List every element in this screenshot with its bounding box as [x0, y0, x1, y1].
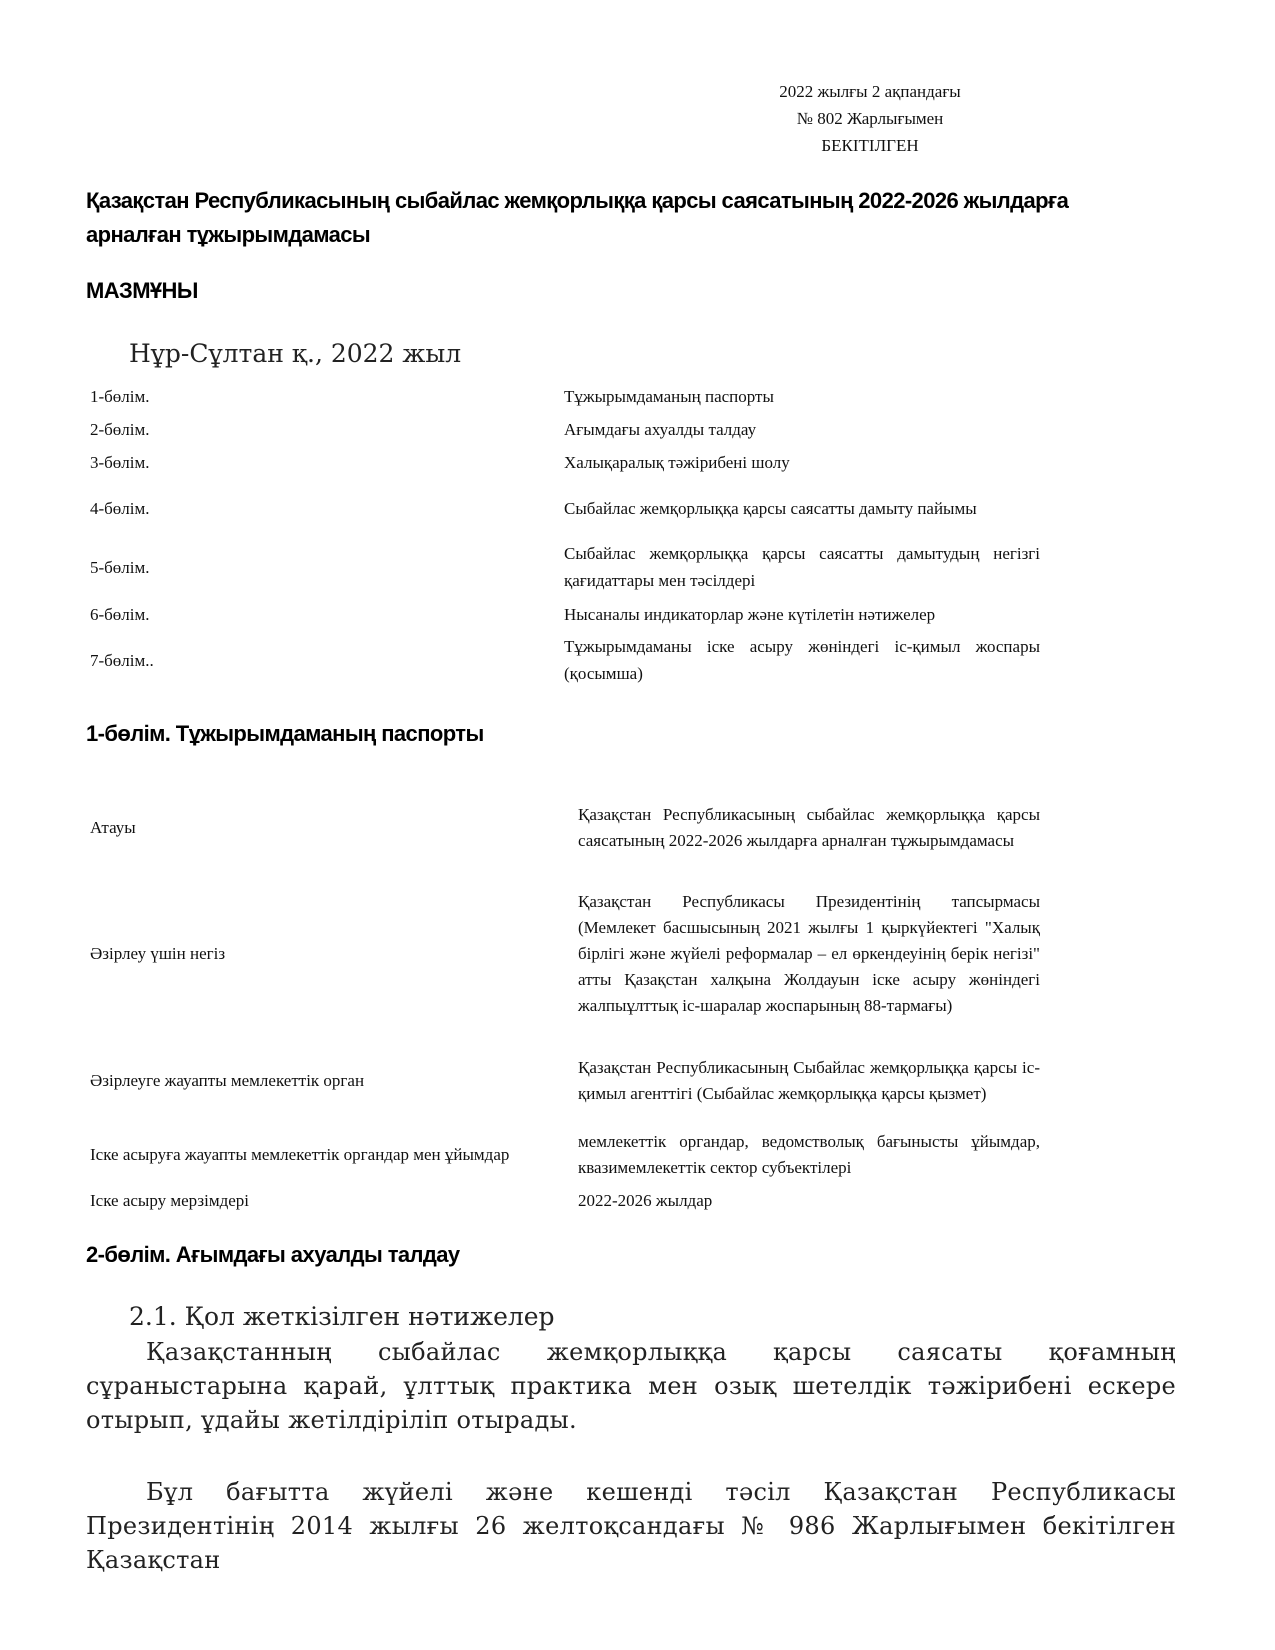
section-1-heading: 1-бөлім. Тұжырымдаманың паспорты	[86, 721, 484, 746]
passport-value: мемлекеттік органдар, ведомстволық бағынысты ұйымдар, квазимемлекеттік сектор субъектілері	[578, 1132, 1040, 1177]
passport-value: Қазақстан Республикасының Сыбайлас жемқорлыққа қарсы іс-қимыл агенттігі (Сыбайлас жемқорлыққа қарсы қызмет)	[578, 1058, 1040, 1103]
passport-label: Іске асыруға жауапты мемлекеттік органдар мен ұйымдар	[90, 1145, 510, 1164]
toc-section-title: Сыбайлас жемқорлыққа қарсы саясатты дамыту пайымы	[564, 498, 977, 518]
passport-row	[90, 872, 1040, 1036]
toc-section-number: 7-бөлім..	[90, 650, 154, 670]
section-2-heading: 2-бөлім. Ағымдағы ахуалды талдау	[86, 1242, 460, 1267]
toc-section-title: Сыбайлас жемқорлыққа қарсы саясатты дамытудың негізгі қағидаттары мен тәсілдері	[564, 544, 1040, 590]
toc-row	[90, 479, 1040, 537]
toc-section-title: Ағымдағы ахуалды талдау	[564, 420, 757, 439]
approval-approved: БЕКІТІЛГЕН	[821, 136, 919, 155]
toc-section-number: 6-бөлім.	[90, 604, 150, 624]
passport-label: Атауы	[90, 818, 136, 837]
body-paragraph: Қазақстанның сыбайлас жемқорлыққа қарсы саясаты қоғамның сұраныстарына қарай, ұлттық практика мен озық шетелдік тәжірибені ескере отырып, ұдайы жетілдіріліп отырады.	[86, 1338, 1176, 1434]
toc-section-number: 5-бөлім.	[90, 557, 150, 577]
passport-row	[90, 784, 1040, 872]
toc-section-number: 2-бөлім.	[90, 420, 150, 439]
passport-table	[90, 784, 1040, 1218]
passport-label: Әзірлеуге жауапты мемлекеттік орган	[90, 1071, 365, 1090]
passport-value: Қазақстан Республикасының сыбайлас жемқорлыққа қарсы саясатының 2022-2026 жылдарға арналған тұжырымдамасы	[578, 805, 1040, 850]
city-year-line: Нұр-Сұлтан қ., 2022 жыл	[129, 339, 462, 368]
document-title: Қазақстан Республикасының сыбайлас жемқорлыққа қарсы саясатының 2022-2026 жылдарға арналған тұжырымдамасы	[86, 188, 1069, 247]
approval-decree: № 802 Жарлығымен	[796, 109, 944, 128]
passport-value: 2022-2026 жылдар	[578, 1191, 713, 1210]
approval-date: 2022 жылғы 2 ақпандағы	[779, 82, 961, 101]
passport-row	[90, 1184, 1040, 1218]
contents-heading: МАЗМҰНЫ	[86, 278, 198, 303]
body-paragraph: Бұл бағытта жүйелі және кешенді тәсіл Қазақстан Республикасы Президентінің 2014 жылғы 26 желтоқсандағы № 986 Жарлығымен бекітілген Қазақстан	[86, 1478, 1176, 1574]
toc-section-title: Тұжырымдаманың паспорты	[564, 387, 774, 406]
table-of-contents	[90, 380, 1040, 689]
toc-row	[90, 631, 1040, 689]
approval-stamp	[740, 78, 1000, 159]
toc-row	[90, 446, 1040, 479]
passport-row	[90, 1036, 1040, 1126]
toc-section-number: 4-бөлім.	[90, 498, 150, 518]
toc-row	[90, 597, 1040, 631]
passport-label: Әзірлеу үшін негіз	[90, 944, 226, 963]
toc-row	[90, 537, 1040, 597]
toc-section-title: Тұжырымдаманы іске асыру жөніндегі іс-қимыл жоспары (қосымша)	[564, 637, 1040, 683]
toc-section-number: 1-бөлім.	[90, 387, 150, 406]
toc-row	[90, 380, 1040, 413]
toc-section-title: Нысаналы индикаторлар және күтілетін нәтижелер	[564, 604, 936, 624]
toc-row	[90, 413, 1040, 446]
subsection-2-1-title: 2.1. Қол жеткізілген нәтижелер	[129, 1302, 555, 1331]
toc-section-title: Халықаралық тәжірибені шолу	[564, 453, 790, 472]
passport-value: Қазақстан Республикасы Президентінің тапсырмасы (Мемлекет басшысының 2021 жылғы 1 қыркүйектегі "Халық бірлігі және жүйелі реформалар – ел өркендеуінің берік негізі" атты Қазақстан халқына Жолдауын іске асыру жөніндегі жалпыұлттық іс-шаралар жоспарының 88-тармағы)	[578, 892, 1040, 1015]
passport-row	[90, 1126, 1040, 1184]
toc-section-number: 3-бөлім.	[90, 453, 150, 472]
passport-label: Іске асыру мерзімдері	[90, 1191, 250, 1210]
